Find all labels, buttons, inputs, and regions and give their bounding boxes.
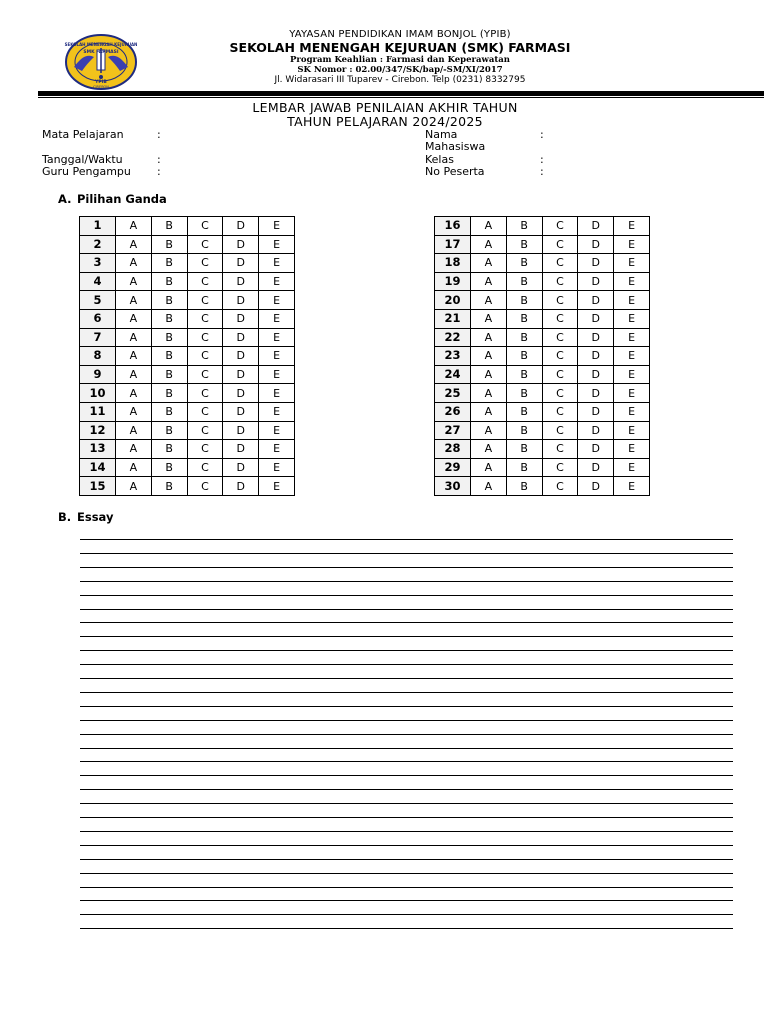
answer-option-a[interactable]: A: [116, 402, 152, 421]
date-time-colon: :: [157, 153, 161, 166]
answer-option-b[interactable]: B: [506, 254, 542, 273]
question-row: [435, 365, 650, 384]
answer-option-e[interactable]: E: [614, 384, 650, 403]
question-number: 29: [435, 458, 471, 477]
answer-option-c[interactable]: C: [187, 458, 223, 477]
answer-option-a[interactable]: A: [116, 440, 152, 459]
answer-option-e[interactable]: E: [259, 384, 295, 403]
question-row: [80, 328, 295, 347]
program-text: Program Keahlian : Farmasi dan Keperawatan: [290, 55, 510, 65]
question-number: 8: [80, 347, 116, 366]
class-colon: :: [540, 153, 544, 166]
question-row: [80, 347, 295, 366]
answer-option-d[interactable]: D: [223, 235, 259, 254]
participant-no-label: No Peserta: [425, 165, 485, 178]
answer-option-a[interactable]: A: [471, 235, 507, 254]
answer-option-e[interactable]: E: [614, 217, 650, 236]
answer-option-b[interactable]: B: [151, 291, 187, 310]
question-number: 23: [435, 347, 471, 366]
school-year: TAHUN PELAJARAN 2024/2025: [287, 114, 483, 129]
participant-no-colon: :: [540, 165, 544, 178]
question-row: [435, 272, 650, 291]
essay-line[interactable]: [80, 761, 733, 762]
answer-option-c[interactable]: C: [187, 347, 223, 366]
answer-option-a[interactable]: A: [116, 421, 152, 440]
answer-option-c[interactable]: C: [542, 477, 578, 496]
question-row: [435, 477, 650, 496]
answer-option-e[interactable]: E: [614, 365, 650, 384]
class-label: Kelas: [425, 153, 454, 166]
essay-line[interactable]: [80, 789, 733, 790]
question-number: 27: [435, 421, 471, 440]
answer-option-e[interactable]: E: [259, 365, 295, 384]
question-number: 2: [80, 235, 116, 254]
answer-option-b[interactable]: B: [506, 217, 542, 236]
answer-option-e[interactable]: E: [614, 402, 650, 421]
answer-option-a[interactable]: A: [471, 328, 507, 347]
answer-option-b[interactable]: B: [151, 402, 187, 421]
answer-option-b[interactable]: B: [151, 272, 187, 291]
question-number: 30: [435, 477, 471, 496]
section-b-number: B.: [58, 510, 72, 524]
teacher-label: Guru Pengampu: [42, 165, 131, 178]
answer-option-d[interactable]: D: [578, 217, 614, 236]
header-rule-thin: [38, 97, 764, 98]
answer-option-b[interactable]: B: [506, 458, 542, 477]
answer-option-a[interactable]: A: [471, 421, 507, 440]
answer-option-e[interactable]: E: [614, 458, 650, 477]
essay-line[interactable]: [80, 664, 733, 665]
answer-option-d[interactable]: D: [578, 272, 614, 291]
answer-option-d[interactable]: D: [223, 421, 259, 440]
question-number: 26: [435, 402, 471, 421]
answer-option-d[interactable]: D: [223, 347, 259, 366]
answer-option-e[interactable]: E: [259, 440, 295, 459]
question-row: [80, 254, 295, 273]
student-name-label-2: Mahasiswa: [425, 140, 486, 153]
essay-line[interactable]: [80, 539, 733, 540]
answer-option-d[interactable]: D: [578, 440, 614, 459]
answer-option-d[interactable]: D: [578, 384, 614, 403]
answer-option-a[interactable]: A: [116, 477, 152, 496]
answer-option-b[interactable]: B: [151, 440, 187, 459]
answer-option-a[interactable]: A: [116, 328, 152, 347]
answer-option-c[interactable]: C: [187, 217, 223, 236]
essay-line[interactable]: [80, 720, 733, 721]
answer-option-c[interactable]: C: [542, 272, 578, 291]
question-row: [435, 328, 650, 347]
answer-option-e[interactable]: E: [259, 235, 295, 254]
essay-line[interactable]: [80, 650, 733, 651]
answer-option-d[interactable]: D: [223, 217, 259, 236]
answer-option-a[interactable]: A: [471, 477, 507, 496]
svg-text:SEKOLAH MENENGAH KEJURUAN: SEKOLAH MENENGAH KEJURUAN: [64, 42, 138, 47]
question-number: 11: [80, 402, 116, 421]
question-row: [80, 272, 295, 291]
essay-line[interactable]: [80, 900, 733, 901]
answer-option-c[interactable]: C: [187, 440, 223, 459]
answer-option-b[interactable]: B: [151, 254, 187, 273]
answer-option-b[interactable]: B: [506, 384, 542, 403]
question-row: [435, 309, 650, 328]
essay-line[interactable]: [80, 803, 733, 804]
answer-option-a[interactable]: A: [116, 458, 152, 477]
essay-line[interactable]: [80, 734, 733, 735]
answer-option-d[interactable]: D: [223, 458, 259, 477]
school-name: SEKOLAH MENENGAH KEJURUAN (SMK) FARMASI: [229, 40, 571, 55]
answer-option-a[interactable]: A: [471, 347, 507, 366]
question-row: [80, 458, 295, 477]
answer-option-e[interactable]: E: [614, 328, 650, 347]
answer-option-a[interactable]: A: [471, 365, 507, 384]
question-number: 1: [80, 217, 116, 236]
answer-option-a[interactable]: A: [471, 440, 507, 459]
essay-line[interactable]: [80, 692, 733, 693]
answer-option-b[interactable]: B: [151, 458, 187, 477]
answer-option-e[interactable]: E: [259, 347, 295, 366]
sk-number: SK Nomor : 02.00/347/SK/bap/-SM/XI/2017: [297, 65, 503, 75]
answer-option-b[interactable]: B: [506, 235, 542, 254]
question-row: [80, 440, 295, 459]
answer-option-a[interactable]: A: [471, 458, 507, 477]
answer-option-c[interactable]: C: [187, 309, 223, 328]
answer-option-e[interactable]: E: [259, 328, 295, 347]
answer-option-b[interactable]: B: [506, 365, 542, 384]
question-row: [435, 421, 650, 440]
answer-option-d[interactable]: D: [578, 458, 614, 477]
essay-line[interactable]: [80, 706, 733, 707]
answer-option-a[interactable]: A: [116, 272, 152, 291]
answer-option-b[interactable]: B: [151, 309, 187, 328]
question-row: [435, 458, 650, 477]
answer-option-d[interactable]: D: [578, 365, 614, 384]
answer-option-c[interactable]: C: [187, 365, 223, 384]
question-number: 14: [80, 458, 116, 477]
question-row: [80, 309, 295, 328]
answer-option-a[interactable]: A: [471, 309, 507, 328]
section-b-title: Essay: [77, 510, 114, 524]
section-a-number: A.: [58, 192, 72, 206]
essay-line[interactable]: [80, 817, 733, 818]
question-number: 17: [435, 235, 471, 254]
answer-option-c[interactable]: C: [542, 458, 578, 477]
essay-line[interactable]: [80, 636, 733, 637]
answer-option-b[interactable]: B: [506, 328, 542, 347]
school-address: Jl. Widarasari III Tuparev - Cirebon. Telp (0231) 8332795: [274, 75, 526, 85]
essay-line[interactable]: [80, 928, 733, 929]
answer-option-e[interactable]: E: [259, 421, 295, 440]
answer-option-c[interactable]: C: [542, 440, 578, 459]
answer-option-e[interactable]: E: [614, 347, 650, 366]
answer-option-b[interactable]: B: [506, 272, 542, 291]
essay-line[interactable]: [80, 581, 733, 582]
answer-option-e[interactable]: E: [259, 477, 295, 496]
question-row: [435, 347, 650, 366]
answer-grid-left: [79, 216, 295, 496]
svg-text:YPIB: YPIB: [95, 80, 107, 85]
answer-option-c[interactable]: C: [542, 254, 578, 273]
answer-option-d[interactable]: D: [223, 365, 259, 384]
answer-option-a[interactable]: A: [116, 365, 152, 384]
section-a-heading: [58, 192, 167, 206]
answer-option-e[interactable]: E: [259, 254, 295, 273]
question-number: 5: [80, 291, 116, 310]
subject-colon: :: [157, 128, 161, 141]
answer-option-d[interactable]: D: [578, 477, 614, 496]
question-number: 13: [80, 440, 116, 459]
answer-option-d[interactable]: D: [223, 402, 259, 421]
question-number: 4: [80, 272, 116, 291]
answer-option-c[interactable]: C: [187, 477, 223, 496]
question-row: [435, 384, 650, 403]
question-number: 16: [435, 217, 471, 236]
question-number: 20: [435, 291, 471, 310]
answer-option-c[interactable]: C: [187, 235, 223, 254]
answer-option-c[interactable]: C: [542, 347, 578, 366]
answer-option-c[interactable]: C: [542, 421, 578, 440]
question-number: 18: [435, 254, 471, 273]
teacher-colon: :: [157, 165, 161, 178]
subject-label: Mata Pelajaran: [42, 128, 124, 141]
answer-option-d[interactable]: D: [578, 347, 614, 366]
question-number: 21: [435, 309, 471, 328]
question-row: [80, 421, 295, 440]
essay-line[interactable]: [80, 567, 733, 568]
answer-option-d[interactable]: D: [578, 235, 614, 254]
answer-option-b[interactable]: B: [151, 384, 187, 403]
answer-option-d[interactable]: D: [578, 328, 614, 347]
question-row: [435, 402, 650, 421]
answer-option-b[interactable]: B: [506, 347, 542, 366]
question-row: [80, 384, 295, 403]
section-a-title: Pilihan Ganda: [77, 192, 167, 206]
question-number: 22: [435, 328, 471, 347]
answer-option-e[interactable]: E: [614, 272, 650, 291]
answer-option-b[interactable]: B: [151, 477, 187, 496]
answer-option-c[interactable]: C: [187, 272, 223, 291]
question-row: [80, 365, 295, 384]
question-row: [80, 235, 295, 254]
answer-option-b[interactable]: B: [151, 328, 187, 347]
answer-option-c[interactable]: C: [187, 254, 223, 273]
answer-option-a[interactable]: A: [116, 291, 152, 310]
question-row: [435, 291, 650, 310]
svg-text:SMK FARMASI: SMK FARMASI: [83, 50, 119, 55]
question-number: 7: [80, 328, 116, 347]
answer-option-d[interactable]: D: [578, 402, 614, 421]
answer-option-d[interactable]: D: [223, 291, 259, 310]
student-name-colon: :: [540, 128, 544, 141]
answer-option-d[interactable]: D: [223, 328, 259, 347]
answer-option-e[interactable]: E: [614, 254, 650, 273]
answer-option-b[interactable]: B: [506, 402, 542, 421]
essay-line[interactable]: [80, 775, 733, 776]
answer-option-b[interactable]: B: [506, 477, 542, 496]
answer-option-a[interactable]: A: [471, 384, 507, 403]
answer-option-e[interactable]: E: [259, 217, 295, 236]
answer-option-c[interactable]: C: [542, 235, 578, 254]
answer-option-d[interactable]: D: [578, 309, 614, 328]
question-row: [80, 402, 295, 421]
answer-option-d[interactable]: D: [223, 309, 259, 328]
question-number: 15: [80, 477, 116, 496]
essay-line[interactable]: [80, 845, 733, 846]
answer-option-a[interactable]: A: [116, 347, 152, 366]
answer-option-b[interactable]: B: [506, 421, 542, 440]
essay-line[interactable]: [80, 553, 733, 554]
answer-option-d[interactable]: D: [578, 254, 614, 273]
essay-line[interactable]: [80, 887, 733, 888]
answer-option-e[interactable]: E: [614, 477, 650, 496]
answer-option-c[interactable]: C: [542, 384, 578, 403]
question-row: [435, 217, 650, 236]
answer-option-c[interactable]: C: [187, 402, 223, 421]
answer-option-c[interactable]: C: [542, 328, 578, 347]
answer-option-c[interactable]: C: [187, 421, 223, 440]
answer-option-a[interactable]: A: [116, 217, 152, 236]
answer-option-c[interactable]: C: [542, 309, 578, 328]
question-number: 6: [80, 309, 116, 328]
question-row: [435, 254, 650, 273]
essay-line[interactable]: [80, 609, 733, 610]
question-number: 24: [435, 365, 471, 384]
answer-option-d[interactable]: D: [223, 272, 259, 291]
answer-option-c[interactable]: C: [542, 402, 578, 421]
date-time-label: Tanggal/Waktu: [42, 153, 123, 166]
answer-option-e[interactable]: E: [614, 421, 650, 440]
answer-option-c[interactable]: C: [542, 217, 578, 236]
question-number: 10: [80, 384, 116, 403]
question-row: [80, 217, 295, 236]
essay-line[interactable]: [80, 595, 733, 596]
answer-option-b[interactable]: B: [151, 217, 187, 236]
answer-option-a[interactable]: A: [116, 235, 152, 254]
answer-option-e[interactable]: E: [259, 272, 295, 291]
answer-option-a[interactable]: A: [116, 384, 152, 403]
question-row: [80, 291, 295, 310]
question-number: 28: [435, 440, 471, 459]
question-row: [435, 235, 650, 254]
answer-option-d[interactable]: D: [223, 384, 259, 403]
answer-option-a[interactable]: A: [471, 254, 507, 273]
foundation-name: YAYASAN PENDIDIKAN IMAM BONJOL (YPIB): [289, 29, 511, 40]
header-rule-thick: [38, 91, 764, 96]
answer-option-e[interactable]: E: [259, 458, 295, 477]
answer-option-e[interactable]: E: [614, 235, 650, 254]
answer-option-c[interactable]: C: [542, 365, 578, 384]
essay-line[interactable]: [80, 859, 733, 860]
essay-line[interactable]: [80, 873, 733, 874]
sheet-title: LEMBAR JAWAB PENILAIAN AKHIR TAHUN: [252, 100, 518, 115]
answer-option-b[interactable]: B: [506, 440, 542, 459]
answer-option-a[interactable]: A: [471, 272, 507, 291]
answer-option-e[interactable]: E: [259, 309, 295, 328]
answer-option-d[interactable]: D: [223, 440, 259, 459]
answer-option-b[interactable]: B: [151, 421, 187, 440]
question-row: [80, 477, 295, 496]
answer-option-b[interactable]: B: [151, 365, 187, 384]
answer-option-d[interactable]: D: [578, 421, 614, 440]
answer-option-a[interactable]: A: [471, 291, 507, 310]
answer-option-e[interactable]: E: [614, 291, 650, 310]
school-logo: [64, 33, 138, 91]
answer-option-e[interactable]: E: [259, 402, 295, 421]
question-number: 9: [80, 365, 116, 384]
answer-option-a[interactable]: A: [471, 217, 507, 236]
answer-option-e[interactable]: E: [614, 440, 650, 459]
answer-option-a[interactable]: A: [471, 402, 507, 421]
question-number: 25: [435, 384, 471, 403]
answer-option-c[interactable]: C: [187, 328, 223, 347]
answer-option-a[interactable]: A: [116, 309, 152, 328]
section-b-heading: [58, 510, 113, 524]
answer-option-b[interactable]: B: [151, 347, 187, 366]
answer-option-d[interactable]: D: [578, 291, 614, 310]
question-number: 19: [435, 272, 471, 291]
answer-option-b[interactable]: B: [506, 291, 542, 310]
question-number: 12: [80, 421, 116, 440]
essay-line[interactable]: [80, 831, 733, 832]
essay-line[interactable]: [80, 914, 733, 915]
question-row: [435, 440, 650, 459]
answer-option-e[interactable]: E: [614, 309, 650, 328]
answer-option-e[interactable]: E: [259, 291, 295, 310]
essay-line[interactable]: [80, 678, 733, 679]
answer-option-a[interactable]: A: [116, 254, 152, 273]
student-name-label: Nama: [425, 128, 458, 141]
answer-grid-right: [434, 216, 650, 496]
answer-option-c[interactable]: C: [542, 291, 578, 310]
answer-option-b[interactable]: B: [151, 235, 187, 254]
answer-option-d[interactable]: D: [223, 477, 259, 496]
answer-option-d[interactable]: D: [223, 254, 259, 273]
answer-option-c[interactable]: C: [187, 384, 223, 403]
essay-line[interactable]: [80, 748, 733, 749]
answer-option-c[interactable]: C: [187, 291, 223, 310]
answer-option-b[interactable]: B: [506, 309, 542, 328]
essay-line[interactable]: [80, 622, 733, 623]
svg-text:CIREBON: CIREBON: [93, 85, 109, 89]
question-number: 3: [80, 254, 116, 273]
